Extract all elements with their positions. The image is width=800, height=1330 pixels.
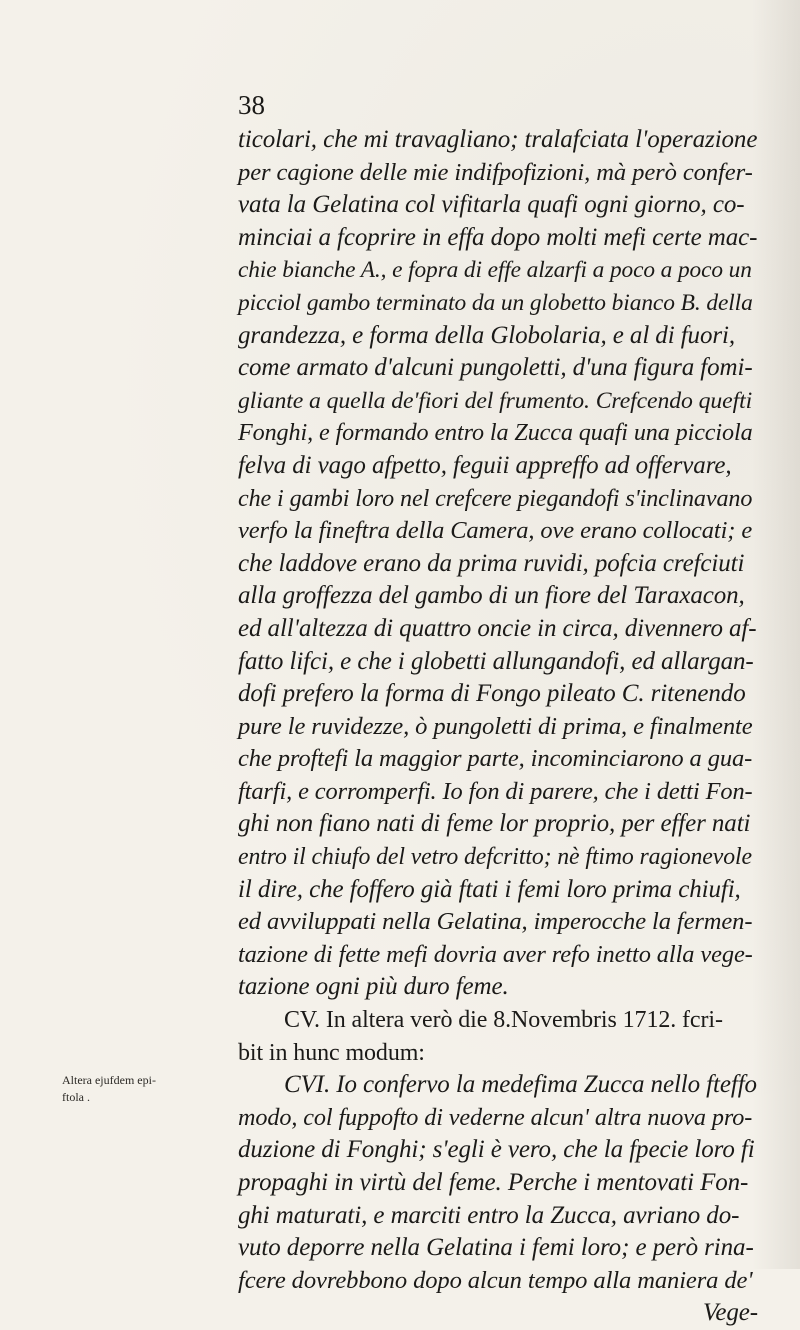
margin-note-line: Altera ejufdem epi- xyxy=(62,1073,156,1087)
text-line: pure le ruvidezze, ò pungoletti di prima, e finalmente xyxy=(238,712,753,740)
text-line: vata la Gelatina col vifitarla quafi ogni giorno, co- xyxy=(238,191,745,219)
text-line: dofi prefero la forma di Fongo pileato C. ritenendo xyxy=(238,680,746,708)
text-line: che i gambi loro nel crefcere piegandofi s'inclinavano xyxy=(238,485,753,512)
text-line: grandezza, e forma della Globolaria, e al di fuori, xyxy=(238,321,735,349)
text-line: chie bianche A., e fopra di effe alzarfi a poco a poco un xyxy=(238,257,752,284)
text-line: bit in hunc modum: xyxy=(238,1039,425,1066)
text-line: CVI. Io confervo la medefima Zucca nello fteffo xyxy=(284,1071,757,1099)
margin-note xyxy=(62,1072,232,1106)
body-text xyxy=(238,124,758,1330)
text-line: il dire, che foffero già ftati i femi loro prima chiufi, xyxy=(238,875,741,903)
margin-note-line: ftola . xyxy=(62,1090,90,1104)
text-line: Vege- xyxy=(702,1299,758,1327)
text-line: vuto deporre nella Gelatina i femi loro; e però rina- xyxy=(238,1234,754,1262)
text-line: fcere dovrebbono dopo alcun tempo alla maniera de' xyxy=(238,1266,753,1294)
text-line: ticolari, che mi travagliano; tralafciata l'operazione xyxy=(238,126,758,153)
text-line: propaghi in virtù del feme. Perche i mentovati Fon- xyxy=(238,1169,749,1196)
text-line: ftarfi, e corromperfi. Io fon di parere, che i detti Fon- xyxy=(238,777,753,805)
text-line: ghi maturati, e marciti entro la Zucca, avriano do- xyxy=(238,1201,740,1229)
text-line: modo, col fuppofto di vederne alcun' altra nuova pro- xyxy=(238,1103,753,1131)
text-line: verfo la fineftra della Camera, ove erano collocati; e xyxy=(238,517,753,545)
text-line: tazione ogni più duro feme. xyxy=(238,973,509,1001)
text-line: ed avviluppati nella Gelatina, imperocche la fermen- xyxy=(238,908,753,936)
text-line: che laddove erano da prima ruvidi, pofcia crefciuti xyxy=(238,549,745,577)
text-line: come armato d'alcuni pungoletti, d'una figura fomi- xyxy=(238,354,753,382)
text-line: Fonghi, e formando entro la Zucca quafi una picciola xyxy=(238,419,753,447)
text-line: picciol gambo terminato da un globetto bianco B. della xyxy=(238,289,753,316)
text-line: per cagione delle mie indifpofizioni, mà però confer- xyxy=(238,158,753,186)
text-line: ghi non fiano nati di feme lor proprio, per effer nati xyxy=(238,810,751,838)
text-line: CV. In altera verò die 8.Novembris 1712. fcri- xyxy=(284,1007,723,1034)
text-line: fatto lifci, e che i globetti allungandofi, ed allargan- xyxy=(238,647,754,675)
text-line: tazione di fette mefi dovria aver refo inetto alla vege- xyxy=(238,940,753,968)
text-line: ed all'altezza di quattro oncie in circa, divennero af- xyxy=(238,614,757,642)
text-line: minciai a fcoprire in effa dopo molti mefi certe mac- xyxy=(238,223,758,251)
text-line: gliante a quella de'fiori del frumento. Crefcendo quefti xyxy=(238,387,753,414)
text-line: duzione di Fonghi; s'egli è vero, che la fpecie loro fi xyxy=(238,1136,755,1164)
text-line: che proftefi la maggior parte, incominciarono a gua- xyxy=(238,745,753,773)
page-number: 38 xyxy=(238,90,265,120)
text-line: felva di vago afpetto, feguii appreffo ad offervare, xyxy=(238,451,732,479)
text-line: entro il chiufo del vetro defcritto; nè ftimo ragionevole xyxy=(238,844,752,871)
text-line: alla groffezza del gambo di un fiore del Taraxacon, xyxy=(238,582,745,610)
